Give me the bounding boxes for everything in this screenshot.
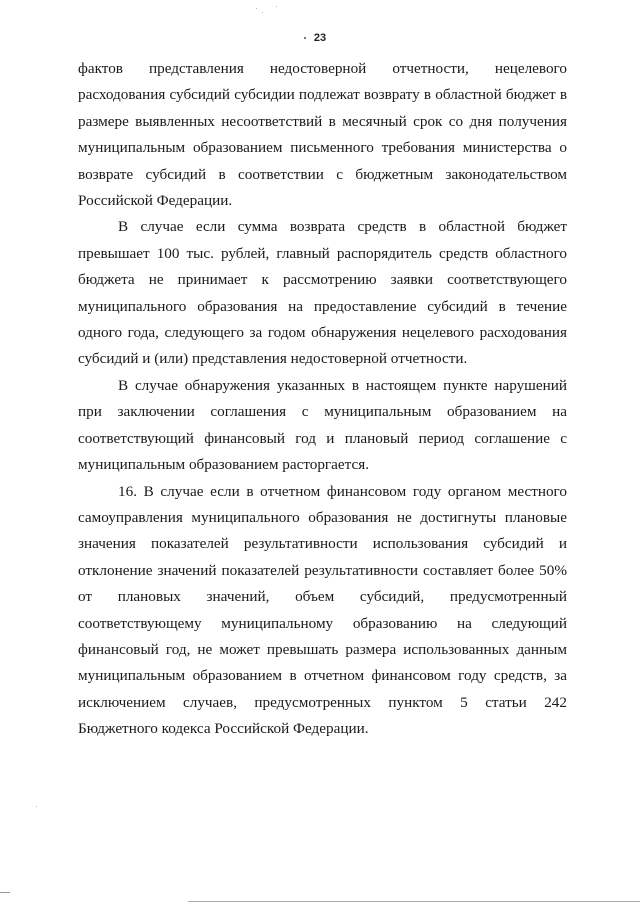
scan-speck — [276, 6, 277, 7]
paragraph-item-16: 16. В случае если в отчетном финансовом году органом местного самоуправления муниципального образования не достигнуты плановые значения показателей результативности использования субсидий и отклонение значений показателей результативности составляет более 50% от плановых значений, объем субсидий, предусмотренный соответствующему муниципальному образованию на следующий финансовый год, не может превышать размера использованных данным муниципальным образованием в отчетном финансовом году средств, за исключением случаев, предусмотренных пунктом 5 статьи 242 Бюджетного кодекса Российской Федерации. — [78, 482, 567, 738]
scan-speck — [36, 806, 37, 807]
page-number: 23 — [313, 32, 327, 44]
document-body — [78, 56, 567, 743]
scan-edge-line — [0, 892, 10, 893]
scan-edge-line — [188, 901, 640, 902]
paragraph-refund-threshold: В случае если сумма возврата средств в областной бюджет превышает 100 тыс. рублей, главный распорядитель средств областного бюджета не принимает к рассмотрению заявки соответствующего муниципального образования на предоставление субсидий в течение одного года, следующего за годом обнаружения нецелевого расходования субсидий и (или) представления недостоверной отчетности. — [78, 218, 567, 368]
scan-speck — [256, 8, 257, 9]
scan-speck — [262, 12, 263, 13]
paragraph-agreement-termination: В случае обнаружения указанных в настоящем пункте нарушений при заключении соглашения с муниципальным образованием на соответствующий финансовый год и плановый период соглашение с муниципальным образованием расторгается. — [78, 376, 567, 474]
paragraph-continuation: фактов представления недостоверной отчетности, нецелевого расходования субсидий субсидии подлежат возврату в областной бюджет в размере выявленных несоответствий в месячный срок со дня получения муниципальным образованием письменного требования министерства о возврате субсидий в соответствии с бюджетным законодательством Российской Федерации. — [78, 60, 567, 210]
